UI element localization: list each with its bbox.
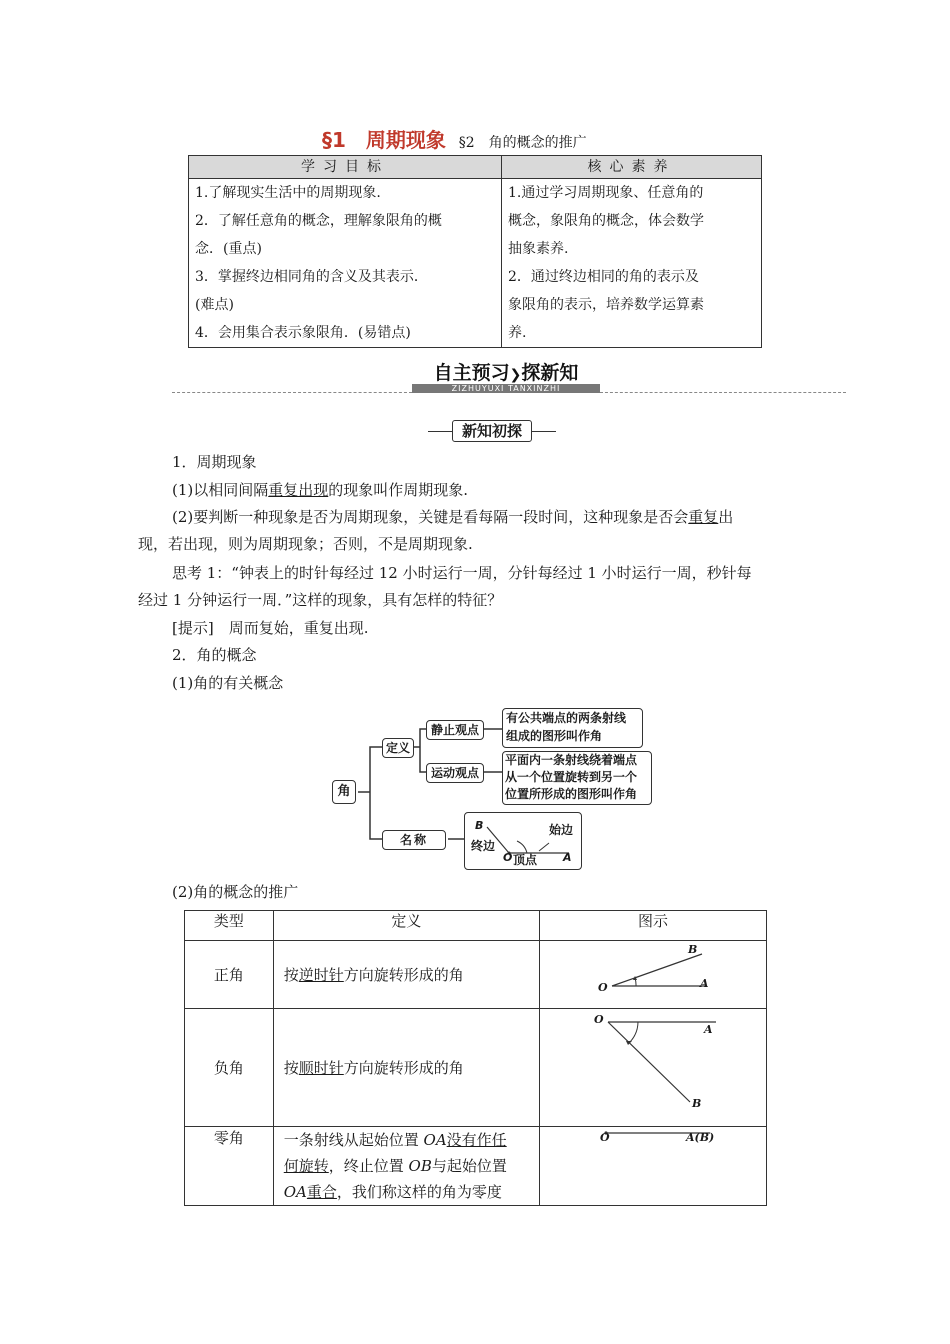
paragraph: 思考 1：“钟表上的时针每经过 12 小时运行一周，分针每经过 1 小时运行一周，秒针每 <box>172 564 752 582</box>
goal-line: 念．(重点) <box>195 241 262 257</box>
label-O: O <box>503 851 513 864</box>
types-header-fig: 图示 <box>540 911 767 941</box>
page-title <box>322 124 587 153</box>
banner-pinyin: ZIZHUYUXI TANXINZHI <box>412 384 600 393</box>
banner-left: 自主预习 <box>433 362 510 384</box>
types-header-def: 定义 <box>273 911 539 941</box>
pos-label-B: B <box>688 943 698 956</box>
hint: [提示] 周而复始，重复出现. <box>172 619 369 637</box>
goals-col1 <box>189 179 502 348</box>
angle-parts-figure <box>464 812 582 870</box>
section-banner <box>412 362 600 392</box>
goal-line: (难点) <box>195 297 234 313</box>
literacy-line: 象限角的表示，培养数学运算素 <box>508 297 704 313</box>
literacy-line: 1.通过学习周期现象、任意角的 <box>508 185 704 201</box>
paragraph: 现，若出现，则为周期现象；否则，不是周期现象. <box>138 535 473 553</box>
literacy-line: 2．通过终边相同的角的表示及 <box>508 269 699 285</box>
label-B: B <box>475 819 484 832</box>
goals-header-2: 核心素养 <box>502 156 762 179</box>
fig-positive <box>540 941 767 1009</box>
motion-definition: 平面内一条射线绕着端点 从一个位置旋转到另一个 位置所形成的图形叫作角 <box>502 751 652 805</box>
zero-label-O: O <box>600 1131 610 1144</box>
banner-dash-left <box>172 392 412 393</box>
angle-types-table <box>184 910 767 1206</box>
neg-label-A: A <box>704 1023 713 1036</box>
goal-line: 4．会用集合表示象限角．(易错点) <box>195 325 411 341</box>
goals-col2 <box>502 179 762 348</box>
banner-arrow-icon: ❯ <box>509 367 522 383</box>
positive-angle-figure <box>540 942 766 1008</box>
root-angle: 角 <box>332 780 356 804</box>
fig-zero <box>540 1127 767 1206</box>
pos-label-O: O <box>598 981 608 994</box>
static-view-node: 静止观点 <box>426 720 484 740</box>
literacy-line: 抽象素养. <box>508 241 569 257</box>
heading-periodic: 1．周期现象 <box>172 453 257 471</box>
literacy-line: 养. <box>508 325 527 341</box>
goals-table <box>188 155 762 348</box>
label-terminal: 终边 <box>471 839 496 853</box>
pos-label-A: A <box>700 977 709 990</box>
label-vertex: 顶点 <box>513 853 538 867</box>
neg-label-B: B <box>692 1097 702 1110</box>
def-positive: 按逆时针方向旋转形成的角 <box>273 941 539 1009</box>
paragraph: 经过 1 分钟运行一周．”这样的现象，具有怎样的特征？ <box>138 591 503 609</box>
goals-header-1: 学习目标 <box>189 156 502 179</box>
banner-dash-right <box>600 392 846 393</box>
goal-line: 1.了解现实生活中的周期现象. <box>195 185 381 201</box>
concept-diagram <box>330 702 650 872</box>
title-main: §1 周期现象 <box>322 128 446 152</box>
motion-view-node: 运动观点 <box>426 763 484 783</box>
label-A: A <box>563 851 572 864</box>
label-start: 始边 <box>549 823 574 837</box>
paragraph: (2)要判断一种现象是否为周期现象，关键是看每隔一段时间，这种现象是否会重复出 <box>172 508 734 526</box>
types-header-type: 类型 <box>185 911 274 941</box>
negative-angle-figure <box>540 1010 766 1126</box>
type-positive: 正角 <box>185 941 274 1009</box>
names-node: 名称 <box>382 830 446 850</box>
banner-right: 探新知 <box>521 362 579 384</box>
neg-label-O: O <box>594 1013 604 1026</box>
type-zero: 零角 <box>185 1127 274 1206</box>
subsection-label: 新知初探 <box>452 420 532 442</box>
zero-label-AB: A(B) <box>686 1131 715 1144</box>
title-sub: §2 角的概念的推广 <box>458 135 587 151</box>
heading-generalization: (2)角的概念的推广 <box>172 883 299 901</box>
goal-line: 2．了解任意角的概念，理解象限角的概 <box>195 213 442 229</box>
type-negative: 负角 <box>185 1009 274 1127</box>
def-negative: 按顺时针方向旋转形成的角 <box>273 1009 539 1127</box>
paragraph: (1)角的有关概念 <box>172 674 284 692</box>
fig-negative <box>540 1009 767 1127</box>
static-definition: 有公共端点的两条射线 组成的图形叫作角 <box>502 708 643 748</box>
paragraph: (1)以相同间隔重复出现的现象叫作周期现象. <box>172 481 469 499</box>
literacy-line: 概念，象限角的概念，体会数学 <box>508 213 704 229</box>
subsection-title <box>428 420 556 442</box>
goal-line: 3．掌握终边相同角的含义及其表示． <box>195 269 428 285</box>
heading-angle: 2．角的概念 <box>172 646 257 664</box>
banner-title <box>412 362 600 384</box>
def-zero: 一条射线从起始位置 OA没有作任 何旋转，终止位置 OB与起始位置 OA重合，我们称这样的角为零度 <box>273 1127 539 1206</box>
definition-node: 定义 <box>382 738 414 758</box>
zero-angle-figure <box>540 1127 766 1147</box>
